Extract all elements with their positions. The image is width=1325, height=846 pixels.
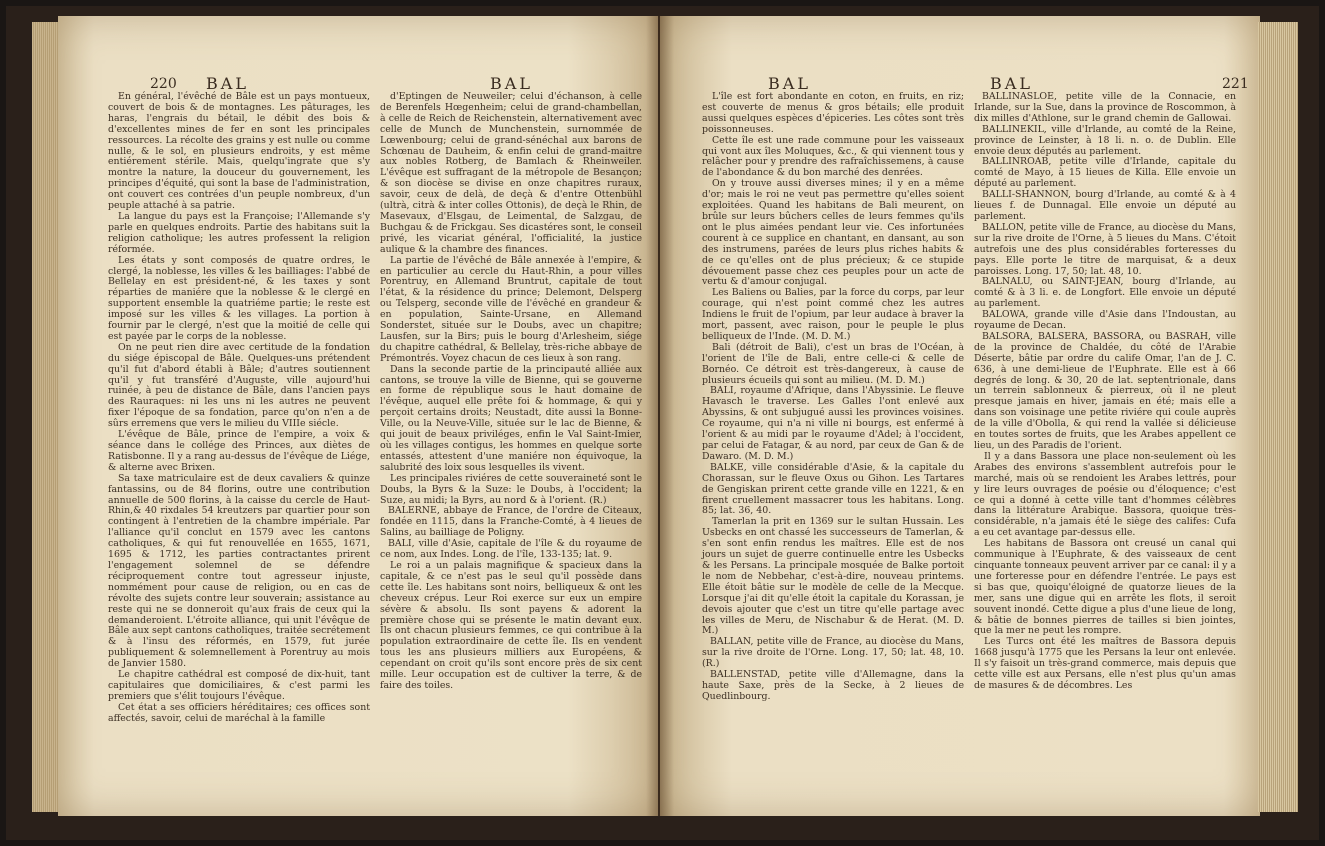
page-edges-right [1258, 22, 1298, 812]
paragraph: Cette île est une rade commune pour les vaisseaux qui vont aux îles Moluques, &c., & qui viennent tous y relâcher pour y prendre des rafraîchissemens, à cause de l'abondance & du bon marché des denrées. [702, 134, 964, 179]
paragraph: Les états y sont composés de quatre ordres, le clergé, la noblesse, les villes & les bailliages: l'abbé de Bellelay en est président-né, & les taxes y sont réparties de maniére que la noblesse & le clergé en supportent ensemble la quatriéme partie; le reste est imposé sur les villes & les villages. La portion à fournir par le clergé, n'est que la moitié de celle qui est payée par le corps de la noblesse. [108, 254, 370, 342]
entry-ballan: BALLAN, petite ville de France, au diocèse du Mans, sur la rive droite de l'Orne. Long. 17, 50; lat. 48, 10. (R.) [702, 636, 964, 670]
paragraph: Dans la seconde partie de la principauté alliée aux cantons, se trouve la ville de Bienne, qui se gouverne en forme de république sous le haut domaine de l'évêque, auquel elle prête foi & hommage, & qui y perçoit certains droits; Neustadt, dite aussi la Bonne-Ville, ou la Neuve-Ville, située sur le lac de Bienne, & qui jouit de beaux priviléges, enfin le Val Saint-Imier, où les villages contigus, les hommes en quelque sorte entassés, attestent d'une maniére non équivoque, la salubrité des loix sous lesquelles ils vivent. [380, 363, 642, 473]
paragraph: On y trouve aussi diverses mines; il y en a même d'or; mais le roi ne veut pas permettre qu'elles soient exploitées. Quand les habitans de Bali meurent, on brûle sur leurs bûchers celles de leurs femmes qu'ils ont le plus aimées pendant leur vie. Ces infortunées courent à ce supplice en chantant, en dansant, au son des instrumens, parées de leurs plus riches habits & de ce qu'elles ont de plus précieux; & ce stupide dévouement passe chez ces peuples pour un acte de vertu & d'amour conjugal. [702, 178, 964, 288]
entry-balerne: BALERNE, abbaye de France, de l'ordre de Citeaux, fondée en 1115, dans la Franche-Comté, à 4 lieues de Salins, au bailliage de Poligny. [380, 505, 642, 539]
column-left [108, 92, 370, 725]
entry-ballon: BALLON, petite ville de France, au diocèse du Mans, sur la rive droite de l'Orne, à 5 lieues du Mans. C'étoit autrefois une des plus considérables forteresses du pays. Elle porte le titre de marquisat, & a deux paroisses. Long. 17, 50; lat. 48, 10. [974, 221, 1236, 277]
paragraph: On ne peut rien dire avec certitude de la fondation du siége épiscopal de Bâle. Quelques-uns prétendent qu'il fut d'abord établi à Bâle; d'autres soutiennent qu'il y fut transféré d'Auguste, ville aujourd'hui ruinée, à peu de distance de Bâle, dans l'ancien pays des Rauraques: ni les uns ni les autres ne peuvent fixer l'époque de sa fondation, parce qu'on n'en a de sûrs erremens que vers le milieu du VIIIe siécle. [108, 341, 370, 430]
book-spread [6, 6, 1319, 840]
paragraph: Les habitans de Bassora ont creusé un canal qui communique à l'Euphrate, & des vaisseaux de cent cinquante tonneaux peuvent arriver par ce canal: il y a une forteresse pour en défendre l'entrée. Le pays est si bas que, quoiqu'éloigné de quatorze lieues de la mer, sans une digue qui en arrête les flots, il seroit souvent inondé. Cette digue a plus d'une lieue de long, & bâtie de bonnes pierres de tailles si bien jointes, que la mer ne peut les rompre. [974, 538, 1236, 637]
paragraph: Sa taxe matriculaire est de deux cavaliers & quinze fantassins, ou de 84 florins, outre une contribution annuelle de 500 florins, à la caisse du cercle de Haut-Rhin,& 40 rixdales 54 kreutzers par quartier pour son contingent à l'entretien de la chambre impériale. Par l'alliance qu'il conclut en 1579 avec les cantons catholiques, & qui fut renouvellée en 1655, 1671, 1695 & 1712, les parties contractantes prirent l'engagement solemnel de se défendre réciproquement contre tout agresseur injuste, nommément pour cause de religion, ou en cas de révolte des sujets contre leur souverain; assistance au reste qui ne se donneroit qu'aux frais de ceux qui la demanderoient. L'étroite alliance, qui unit l'évêque de Bâle aux sept cantons catholiques, traitée secrétement & à l'insu des réformés, en 1579, fut jurée publiquement & solemnellement à Porentruy au mois de Janvier 1580. [108, 472, 370, 670]
paragraph: Cet état a ses officiers héréditaires; ces offices sont affectés, savoir, celui de maréchal à la famille [108, 701, 370, 724]
entry-balli-shannon: BALLI-SHANNON, bourg d'Irlande, au comté & à 4 lieues f. de Dunnagal. Elle envoie un député au parlement. [974, 189, 1236, 222]
paragraph: La partie de l'évêché de Bâle annexée à l'empire, & en particulier au cercle du Haut-Rhin, a pour villes Porentruy, en Allemand Bruntrut, capitale de tout l'état, & la résidence du prince; Delemont, Delsperg ou Telsperg, seconde ville de l'évêché en grandeur & en population, Sainte-Ursane, en Allemand Sonderstet, située sur le Doubs, avec un chapitre; Lausfen, sur la Birs; puis le bourg d'Arlesheim, siége du chapitre cathédral, & Bellelay, très-riche abbaye de Prémontrés. Voyez chacun de ces lieux à son rang. [380, 254, 642, 364]
paragraph: Tamerlan la prit en 1369 sur le sultan Hussain. Les Usbecks en ont chassé les successeurs de Tamerlan, & s'en sont enfin rendus les maîtres. Elle est de nos jours un sujet de guerre continuelle entre les Usbecks & les Persans. La principale mosquée de Balke portoit le nom de Nebbehar, c'est-à-dire, nouveau printems. Elle étoit bâtie sur le modèle de celle de la Mecque. Lorsque j'ai dit qu'elle étoit la capitale du Korassan, je devois ajouter que c'est un titre qu'elle partage avec les villes de Meru, de Nischabur & de Herat. (M. D. M.) [702, 516, 964, 637]
entry-balowa: BALOWA, grande ville d'Asie dans l'Indoustan, au royaume de Decan. [974, 309, 1236, 332]
paragraph: Les principales riviéres de cette souveraineté sont le Doubs, la Byrs & la Suze: le Doubs, à l'occident; la Suze, au midi; la Byrs, au nord & à l'orient. (R.) [380, 472, 642, 506]
entry-ballinekil: BALLINEKIL, ville d'Irlande, au comté de la Reine, province de Leinster, à 18 li. n. o. de Dublin. Elle envoie deux députés au parlement. [974, 123, 1236, 157]
paragraph: Le chapitre cathédral est composé de dix-huit, tant capitulaires que domiciliaires, & c'est parmi les premiers que s'élit toujours l'évêque. [108, 669, 370, 702]
paragraph: Les Turcs ont été les maîtres de Bassora depuis 1668 jusqu'à 1775 que les Persans la leur ont enlevée. Il s'y faisoit un très-grand commerce, mais depuis que cette ville est aux Persans, elle n'est plus qu'un amas de masures & de décombres. Les [974, 636, 1236, 691]
running-head-right-col: BAL [490, 74, 533, 93]
paragraph: d'Eptingen de Neuweiler; celui d'échanson, à celle de Berenfels Hœgenheim; celui de grand-chambellan, à celle de Reich de Reichenstein, alternativement avec celle de Munch de Munchenstein, surnommée de Lœwenbourg; celui de grand-sénéchal aux barons de Schœnau de Dauheim, & enfin celui de grand-maitre aux nobles Rotberg, de Bamlach & Rheinweiler. L'évêque est suffragant de la métropole de Besançon; & son diocèse se divise en onze chapitres ruraux, savoir, ceux de delà, de deçà & d'entre Ottenbühl (ultrà, citrà & inter colles Ottonis), de deçà le Rhin, de Masevaux, d'Elsgau, de Leimental, de Salzgau, de Buchgau & de Frickgau. Ses dicastéres sont, le conseil privé, les vicariat général, l'officialité, la justice aulique & la chambre des finances. [380, 91, 642, 255]
entry-balnalu: BALNALU, ou SAINT-JEAN, bourg d'Irlande, au comté & à 3 li. e. de Longfort. Elle envoie un député au parlement. [974, 276, 1236, 310]
left-page [58, 16, 658, 816]
entry-bali: BALI, ville d'Asie, capitale de l'île & du royaume de ce nom, aux Indes. Long. de l'île, 133-135; lat. 9. [380, 538, 642, 561]
paragraph: Le roi a un palais magnifique & spacieux dans la capitale, & ce n'est pas le seul qu'il possède dans cette île. Les habitans sont noirs, belliqueux & ont les cheveux crépus. Leur Roi exerce sur eux un empire sévère & absolu. Ils sont payens & adorent la première chose qui se présente le matin devant eux. Ils ont chacun plusieurs femmes, ce qui contribue à la population extraordinaire de cette île. Ils en vendent tous les ans plusieurs milliers aux Européens, & cependant on croit qu'ils sont encore près de six cent mille. Leur occupation est de cultiver la terre, & de faire des toiles. [380, 559, 642, 691]
running-head-left-col: BAL [768, 74, 811, 93]
entry-ballenstad: BALLENSTAD, petite ville d'Allemagne, dans la haute Saxe, près de la Secke, à 2 lieues de Quedlinbourg. [702, 669, 964, 702]
paragraph: Les Baliens ou Balies, par la force du corps, par leur courage, qui n'est point commé chez les autres Indiens le fruit de l'opium, par leur audace à braver la mort, passent, avec raison, pour le peuple le plus belliqueux de l'Inde. (M. D. M.) [702, 287, 964, 342]
paragraph: La langue du pays est la Françoise; l'Allemande s'y parle en quelques endroits. Partie des habitans suit la religion catholique; les autres professent la religion réformée. [108, 210, 370, 255]
entry-bali-africa: BALI, royaume d'Afrique, dans l'Abyssinie. Le fleuve Havasch le traverse. Les Galles l'ont enlevé aux Abyssins, & ont subjugué aussi les provinces voisines. Ce royaume, qui n'a ni ville ni bourgs, est enfermé à l'orient & au midi par le royaume d'Adel; à l'occident, par celui de Fatagar, & au nord, par ceux de Gan & de Dawaro. (M. D. M.) [702, 385, 964, 462]
column-left [702, 92, 964, 703]
entry-ballinasloe: BALLINASLOE, petite ville de la Connacie, en Irlande, sur la Sue, dans la province de Roscommon, à dix milles d'Athlone, sur le grand chemin de Gallowai. [974, 91, 1236, 124]
entry-ballinroab: BALLINROAB, petite ville d'Irlande, capitale du comté de Mayo, à 15 lieues de Killa. Elle envoie un député au parlement. [974, 156, 1236, 190]
paragraph: Bali (détroit de Bali), c'est un bras de l'Océan, à l'orient de l'île de Bali, entre celle-ci & celle de Bornéo. Ce détroit est très-dangereux, à cause de plusieurs écueils qui sont au milieu. (M. D. M.) [702, 341, 964, 386]
page-number: 220 [150, 76, 177, 92]
paragraph: L'île est fort abondante en coton, en fruits, en riz; est couverte de menus & gros bétails; elle produit aussi quelques espèces d'épiceries. Les côtes sont très poissonneuses. [702, 91, 964, 135]
page-number: 221 [1222, 76, 1249, 92]
paragraph: L'évêque de Bâle, prince de l'empire, a voix & séance dans le collége des Princes, aux diètes de Ratisbonne. Il y a rang au-dessus de l'évêque de Liége, & alterne avec Brixen. [108, 429, 370, 473]
page-edges-left [32, 22, 60, 812]
column-right [380, 92, 642, 692]
book-gutter [646, 16, 674, 816]
entry-balsora: BALSORA, BALSERA, BASSORA, ou BASRAH, ville de la province de Chaldée, du côté de l'Arabie Déserte, bâtie par ordre du calife Omar, l'an de J. C. 636, à une demi-lieue de l'Euphrate. Elle est à 66 degrés de long. & 30, 20 de lat. septentrionale, dans un terrein sablonneux & pierreux, où il ne pleut presque jamais en hiver, jamais en été; mais elle a dans son voisinage une petite riviére qui coule auprès de la ville d'Obolla, & qui rend la vallée si délicieuse en toutes sortes de fruits, que les Arabes appellent ce lieu, un des Paradis de l'orient. [974, 330, 1236, 451]
running-head-right-col: BAL [990, 74, 1033, 93]
paragraph: En général, l'évêché de Bâle est un pays montueux, couvert de bois & de montagnes. Les pâturages, les haras, l'engrais du bétail, le débit des bois & d'excellentes mines de fer en sont les principales ressources. La récolte des grains y est nulle ou comme nulle, & le sol, en plusieurs endroits, y est même entiérement stérile. Mais, quelqu'ingrate que s'y montre la nature, la douceur du gouvernement, les principes d'équité, qui sont la base de l'administration, ont couvert ces contrées d'un peuple nombreux, d'un peuple attaché à sa patrie. [108, 91, 371, 212]
running-head-left-col: BAL [206, 74, 249, 93]
column-right [974, 92, 1236, 692]
paragraph: Il y a dans Bassora une place non-seulement où les Arabes des environs s'assemblent autrefois pour le marché, mais où se rendoient les Arabes lettrés, pour y lire leurs ouvrages de poésie ou d'éloquence; c'est ce qui a donné à cette ville tant d'hommes célèbres dans la littérature Arabique. Bassora, quoique très-considérable, n'a jamais été le siège des califes: Cufa a eu cet avantage par-dessus elle. [974, 450, 1236, 539]
right-page [660, 16, 1260, 816]
entry-balke: BALKE, ville considérable d'Asie, & la capitale du Chorassan, sur le fleuve Oxus ou Gihon. Les Tartares de Gengiskan prirent cette grande ville en 1221, & en firent cruellement massacrer tous les habitans. Long. 85; lat. 36, 40. [702, 461, 964, 517]
